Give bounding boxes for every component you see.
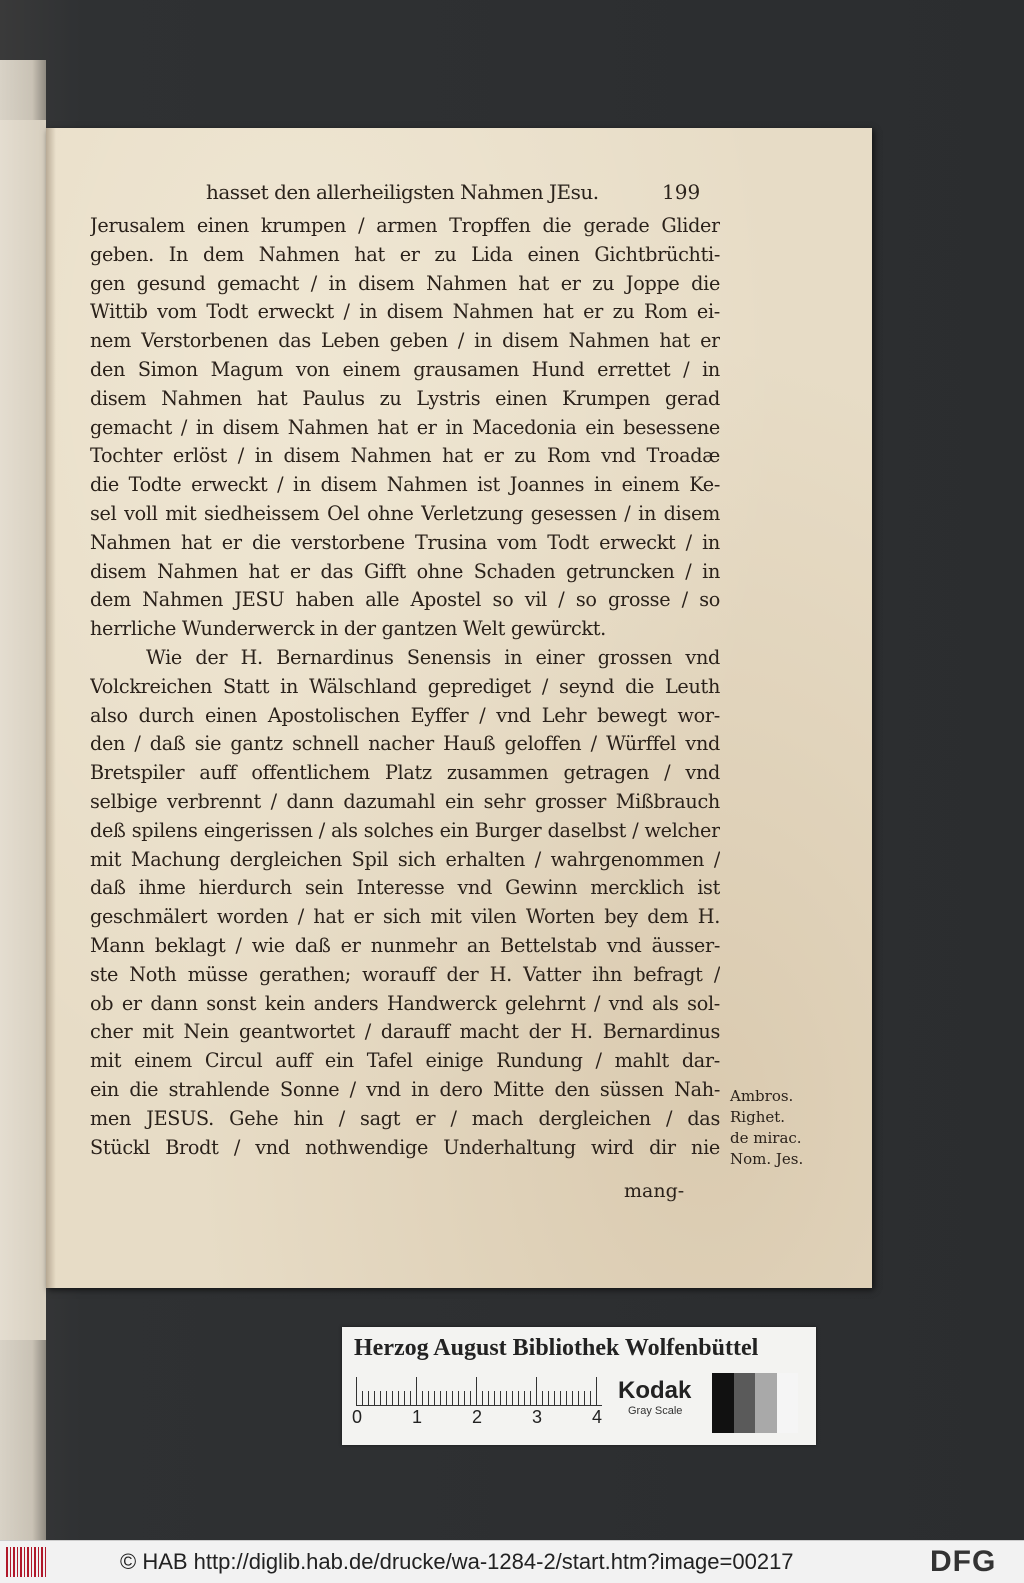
text-line: dem Nahmen JESU haben alle Apostel so vil / so grosse / so (90, 588, 720, 612)
text-line: den Simon Magum von einem grausamen Hund errettet / in (90, 357, 720, 381)
text-line: selbige verbrennt / dann dazumahl ein sehr grosser Mißbrauch (90, 789, 720, 813)
page-gutter-shadow (46, 128, 56, 1288)
text-line: mit Machung dergleichen Spil sich erhalten / wahrgenommen / (90, 847, 720, 871)
ruler-number: 3 (532, 1407, 543, 1427)
text-line: Stückl Brodt / vnd nothwendige Underhaltung wird dir nie (90, 1135, 720, 1159)
text-line: geschmälert worden / hat er sich mit vilen Worten bey dem H. (90, 905, 720, 929)
book-page (46, 128, 872, 1288)
footer-bar (0, 1540, 1024, 1583)
text-line: herrliche Wunderwerck in der gantzen Welt gewürckt. (90, 617, 606, 641)
text-line: Volckreichen Statt in Wälschland geprediget / seynd die Leuth (90, 674, 720, 698)
previous-page-edge (0, 60, 46, 1540)
text-line: daß ihme hierdurch sein Interesse vnd Gewinn mercklich ist (90, 876, 720, 900)
ruler-major-tick (476, 1377, 477, 1405)
library-label-card (342, 1327, 816, 1445)
catchword: mang- (624, 1180, 685, 1202)
gray-patch (734, 1373, 756, 1433)
copyright-url[interactable]: © HAB http://diglib.hab.de/drucke/wa-1284-2/start.htm?image=00217 (120, 1549, 794, 1574)
text-line: mit einem Circul auff ein Tafel einige Rundung / mahlt dar- (90, 1049, 720, 1073)
ruler-major-tick (596, 1377, 597, 1405)
text-line: Jerusalem einen krumpen / armen Tropffen die gerade Glider (90, 214, 720, 237)
text-line: also durch einen Apostolischen Eyffer / vnd Lehr bewegt wor- (90, 703, 720, 727)
gray-patch (712, 1373, 734, 1433)
gray-scale-patches (712, 1373, 798, 1433)
gray-patch (777, 1373, 799, 1433)
text-line: geben. In dem Nahmen hat er zu Lida einen Gichtbrüchti- (90, 242, 720, 266)
text-line: die Todte erweckt / in disem Nahmen ist Joannes in einem Ke- (90, 473, 720, 497)
text-line: ob er dann sonst kein anders Handwerck gelehrnt / vnd als sol- (90, 991, 720, 1015)
marginal-line: Nom. Jes. (730, 1150, 804, 1168)
text-line: ein die strahlende Sonne / vnd in dero Mitte den süssen Nah- (90, 1077, 720, 1101)
library-name: Herzog August Bibliothek Wolfenbüttel (354, 1335, 759, 1361)
text-line: men JESUS. Gehe hin / sagt er / mach dergleichen / das (90, 1106, 720, 1130)
kodak-logo: Kodak (618, 1377, 692, 1404)
ruler-major-tick (356, 1377, 357, 1405)
marginal-line: Ambros. (730, 1087, 794, 1105)
text-line: disem Nahmen hat Paulus zu Lystris einen Krumpen gerad (90, 386, 720, 410)
dfg-logo: DFG (930, 1545, 997, 1578)
text-line: Wittib vom Todt erweckt / in disem Nahmen hat er zu Rom ei- (90, 300, 720, 324)
text-line: gen gesund gemacht / in disem Nahmen hat er zu Joppe die (90, 271, 720, 295)
ruler-number: 2 (472, 1407, 483, 1427)
text-line: Wie der H. Bernardinus Senensis in einer grossen vnd (146, 645, 720, 669)
text-line: den / daß sie gantz schnell nacher Hauß geloffen / Würffel vnd (90, 732, 720, 756)
text-line: cher mit Nein geantwortet / darauff macht der H. Bernardinus (90, 1020, 720, 1044)
ruler-number: 1 (412, 1407, 423, 1427)
text-line: Mann beklagt / wie daß er nunmehr an Bettelstab vnd äusser- (90, 933, 720, 957)
scale-ruler (352, 1377, 606, 1427)
ruler-major-tick (416, 1377, 417, 1405)
text-line: ste Noth müsse gerathen; worauff der H. Vatter ihn befragt / (90, 962, 720, 986)
body-text (90, 212, 720, 1162)
ruler-number: 0 (352, 1407, 363, 1427)
text-line: Nahmen hat er die verstorbene Trusina vom Todt erweckt / in (90, 530, 720, 554)
marginal-line: Righet. (730, 1108, 786, 1126)
text-line: sel voll mit siedheissem Oel ohne Verletzung gesessen / in disem (90, 501, 720, 525)
text-line: gemacht / in disem Nahmen hat er in Macedonia ein besessene (90, 415, 720, 439)
ruler-number: 4 (592, 1407, 603, 1427)
gray-patch (755, 1373, 777, 1433)
text-line: deß spilens eingerissen / als solches ein Burger daselbst / welcher (90, 818, 720, 842)
hab-barcode-icon (6, 1547, 46, 1577)
text-line: disem Nahmen hat er das Gifft ohne Schaden getruncken / in (90, 559, 720, 583)
text-line: nem Verstorbenen das Leben geben / in disem Nahmen hat er (90, 329, 720, 353)
page-number: 199 (662, 180, 701, 204)
text-line: Tochter erlöst / in disem Nahmen hat er zu Rom vnd Troadæ (90, 444, 720, 468)
marginal-line: de mirac. (730, 1129, 802, 1147)
gray-scale-label: Gray Scale (628, 1405, 683, 1417)
running-head: hasset den allerheiligsten Nahmen JEsu. (206, 180, 599, 204)
marginal-note (730, 1086, 840, 1170)
text-line: Bretspiler auff offentlichem Platz zusammen getragen / vnd (90, 761, 720, 785)
ruler-major-tick (536, 1377, 537, 1405)
ruler-ticks (356, 1377, 602, 1406)
